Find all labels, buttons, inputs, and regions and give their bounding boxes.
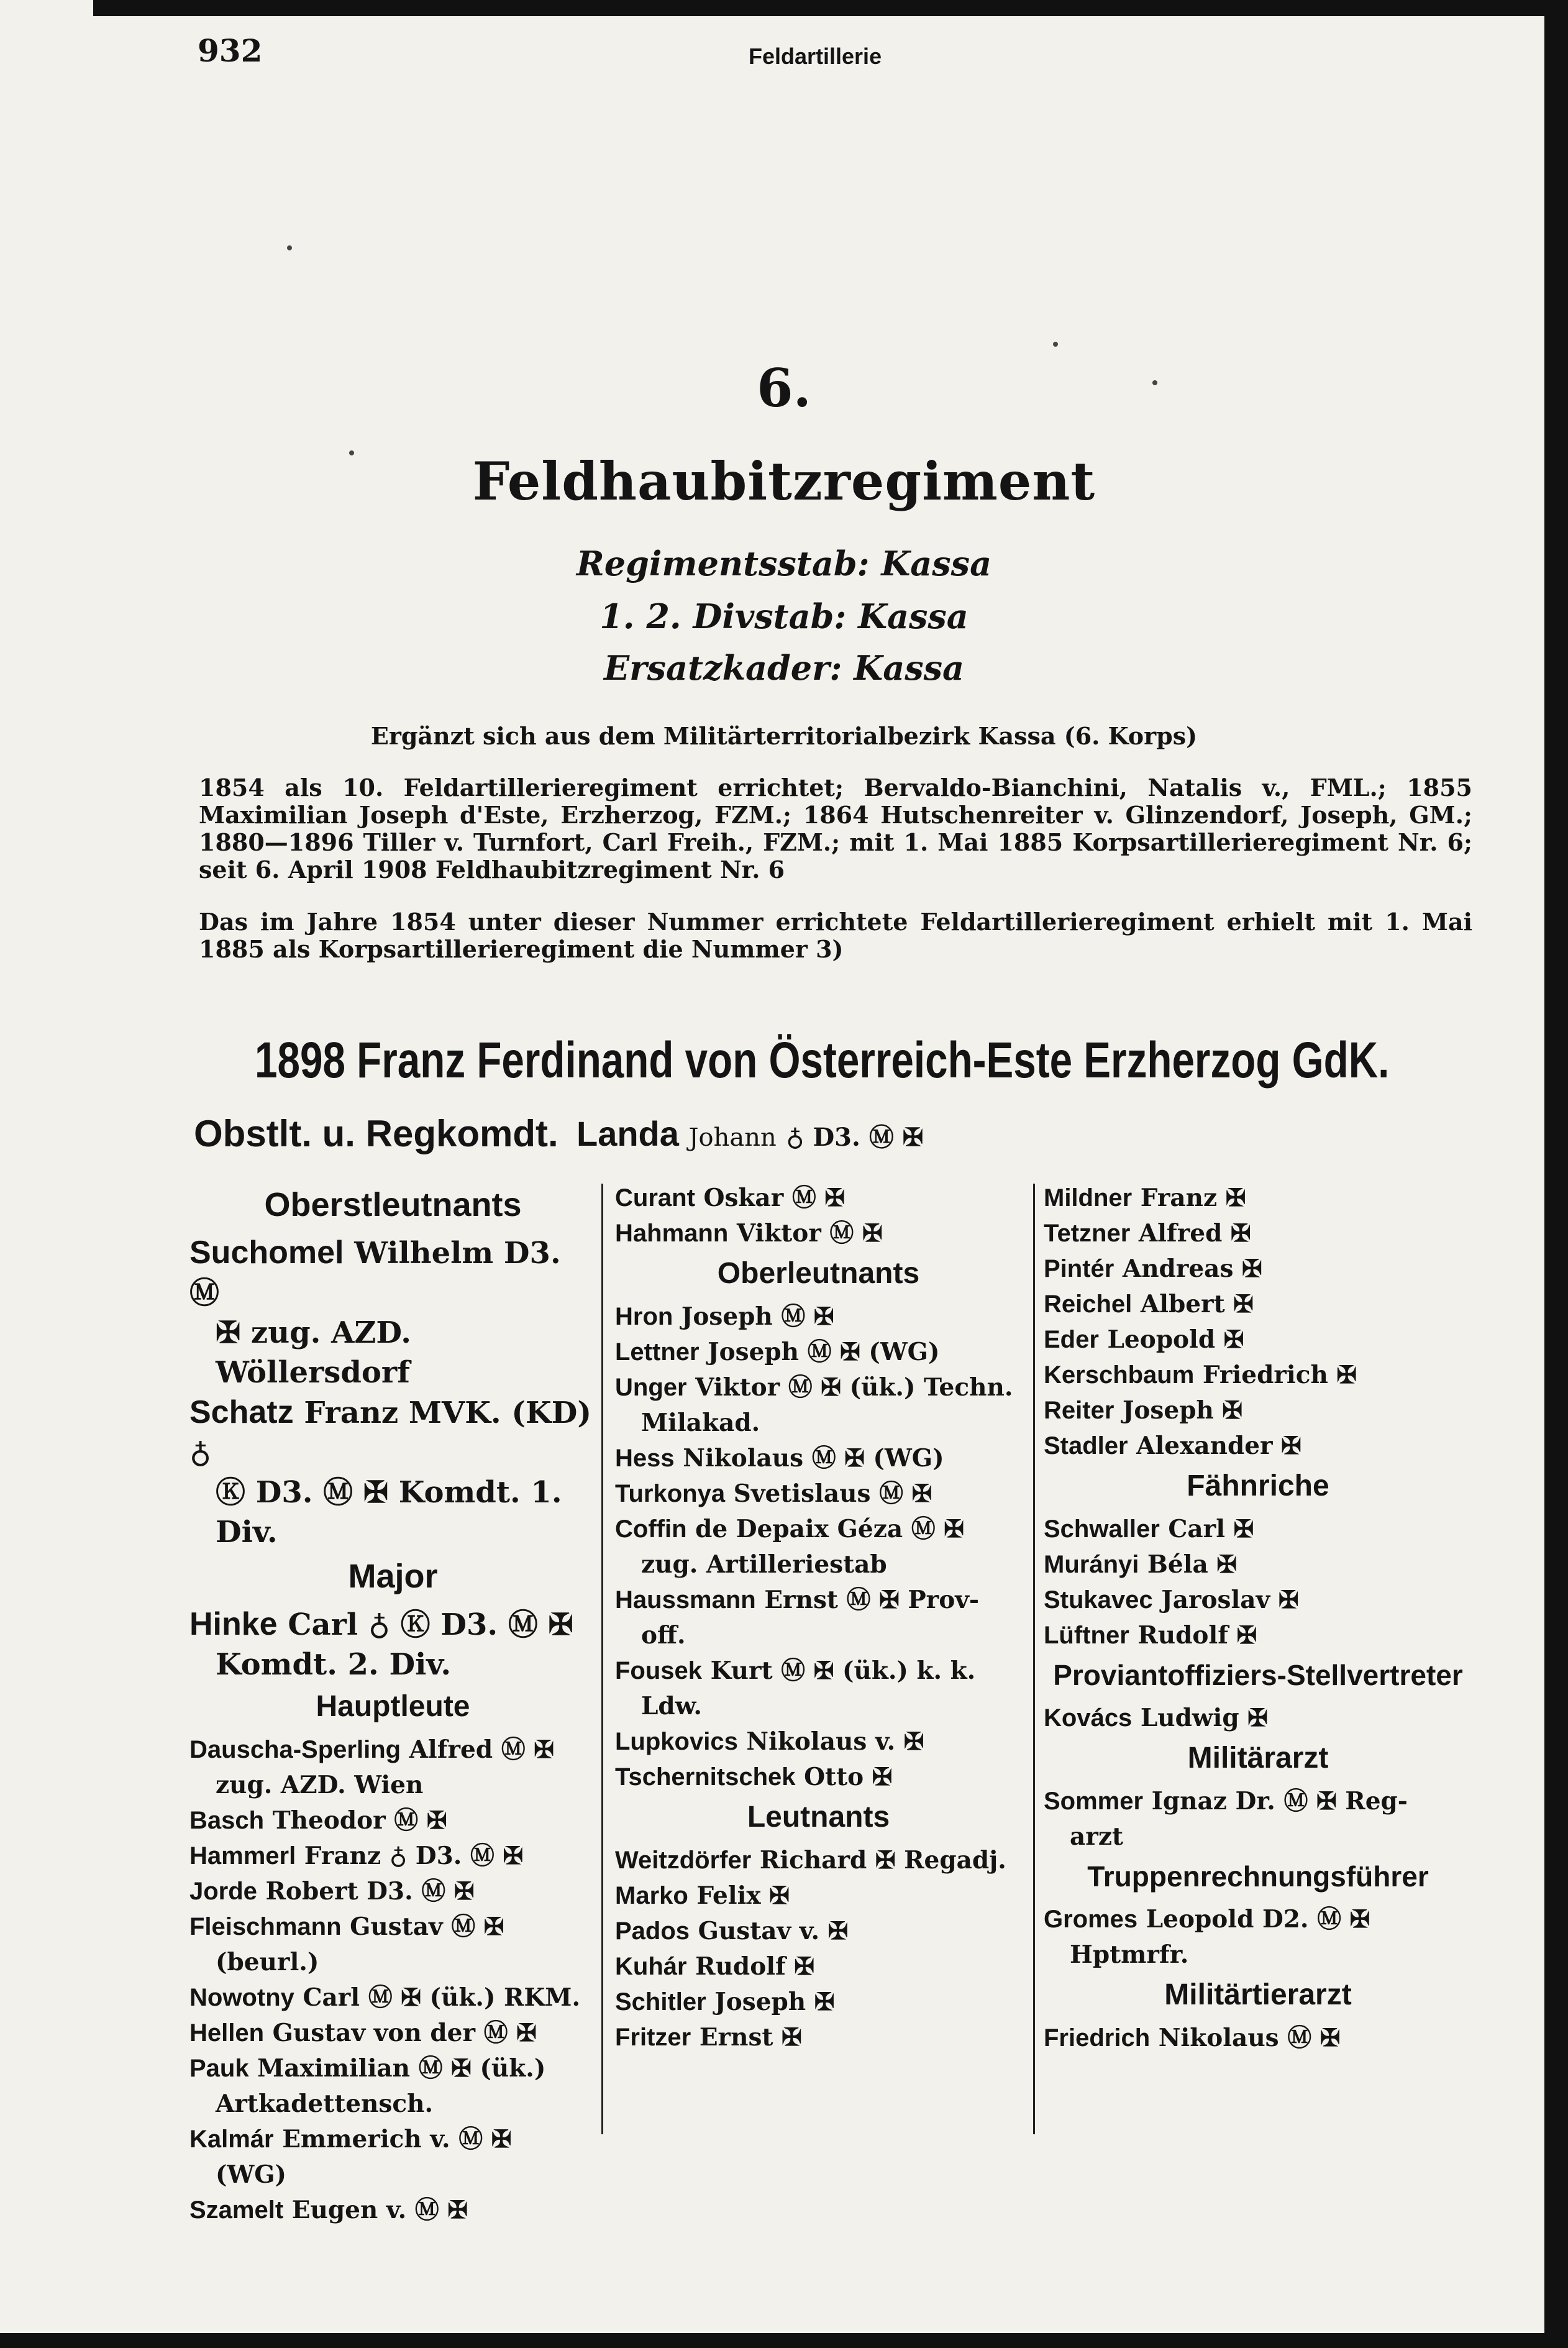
officer-first-name: Rudolf xyxy=(1129,1621,1237,1650)
roster-entry xyxy=(189,1604,596,1645)
officer-first-name: Robert xyxy=(257,1877,367,1906)
roster-entry xyxy=(189,2016,596,2051)
officer-decorations: D2. Ⓜ ✠ xyxy=(1262,1905,1370,1934)
officer-first-name: Ernst xyxy=(691,2023,782,2052)
officer-first-name: Albert xyxy=(1132,1290,1234,1318)
officer-decorations: Ⓜ ✠ (ük.) RKM. xyxy=(368,1983,581,2012)
roster-entry-continuation: zug. AZD. Wien xyxy=(216,1771,424,1799)
scan-border-right xyxy=(1544,0,1568,2348)
roster-entry xyxy=(189,1732,596,1768)
officer-surname: Pintér xyxy=(1044,1255,1114,1282)
officer-surname: Fritzer xyxy=(615,2024,691,2051)
officer-decorations: ✠ xyxy=(1247,1704,1268,1732)
officer-decorations: ✠ xyxy=(1216,1550,1238,1579)
officer-first-name: Joseph xyxy=(706,1988,814,2016)
officer-surname: Pados xyxy=(615,1917,690,1945)
officer-decorations: Ⓜ ✠ xyxy=(1287,2024,1341,2052)
officer-decorations: ✠ xyxy=(1222,1396,1243,1425)
officer-first-name: Leopold xyxy=(1137,1905,1262,1934)
officer-surname: Friedrich xyxy=(1044,2024,1151,2052)
officer-decorations: Ⓜ ✠ xyxy=(483,2019,537,2047)
roster-entry xyxy=(1044,1428,1472,1464)
commander-entry xyxy=(577,1113,923,1154)
roster-entry xyxy=(615,1914,1022,1949)
officer-first-name: Gustav xyxy=(341,1912,452,1941)
officer-first-name: Richard xyxy=(751,1846,875,1875)
roster-entry xyxy=(615,1949,1022,1985)
roster-entry xyxy=(1044,1181,1472,1216)
officer-decorations: ✠ xyxy=(903,1727,924,1756)
officer-surname: Hron xyxy=(615,1303,673,1330)
officer-first-name: Felix xyxy=(688,1881,770,1910)
scan-border-top xyxy=(93,0,1568,16)
roster-entry-continuation: Hptmrfr. xyxy=(1070,1940,1189,1969)
officer-decorations: Ⓜ ✠ xyxy=(879,1479,932,1508)
officer-first-name: Nikolaus xyxy=(674,1444,812,1473)
officer-decorations: ✠ xyxy=(794,1952,815,1981)
section-heading: Major xyxy=(348,1558,438,1595)
officer-decorations: Ⓜ ✠ xyxy=(501,1735,554,1764)
officer-decorations: D3. Ⓜ xyxy=(189,1236,561,1310)
officer-surname: Lupkovics xyxy=(615,1728,738,1755)
roster-entry xyxy=(189,1839,596,1874)
officer-surname: Kalmár xyxy=(189,2126,274,2153)
section-heading: Oberstleutnants xyxy=(264,1186,522,1223)
officer-surname: Gromes xyxy=(1044,1906,1138,1933)
officer-first-name: Ignaz Dr. xyxy=(1143,1787,1284,1816)
roster-entry xyxy=(615,1724,1022,1760)
officer-first-name: Viktor xyxy=(686,1373,788,1402)
officer-first-name: Carl xyxy=(294,1983,368,2012)
section-heading: Hauptleute xyxy=(316,1690,470,1723)
roster-entry xyxy=(1044,1902,1472,1937)
officer-surname: Kerschbaum xyxy=(1044,1361,1195,1389)
roster-entry xyxy=(1044,1512,1472,1547)
officer-first-name: Jaroslav xyxy=(1152,1586,1279,1614)
officer-decorations: ✠ xyxy=(1278,1586,1299,1614)
officer-first-name: Eugen v. xyxy=(283,2196,415,2224)
officer-decorations: Ⓜ ✠ xyxy=(791,1184,846,1212)
officer-first-name: Franz xyxy=(293,1396,409,1430)
officer-decorations: D3. Ⓜ ✠ xyxy=(367,1877,475,1906)
roster-entry xyxy=(1044,1547,1472,1583)
officer-first-name: Andreas xyxy=(1114,1254,1242,1283)
roster-entry xyxy=(189,1909,596,1945)
officer-surname: Stukavec xyxy=(1044,1586,1153,1614)
officer-decorations: ♁ Ⓚ D3. Ⓜ ✠ xyxy=(368,1607,573,1642)
roster-entry xyxy=(1044,1393,1472,1428)
roster-entry xyxy=(1044,1251,1472,1287)
roster-entry xyxy=(615,1583,1022,1618)
officer-decorations: ✠ xyxy=(1242,1254,1262,1283)
officer-first-name: Gustav v. xyxy=(690,1917,828,1945)
roster-entry xyxy=(1044,1618,1472,1653)
officer-surname: Hinke xyxy=(189,1606,278,1642)
roster-entry xyxy=(615,1878,1022,1914)
regiment-proprietor: 1898 Franz Ferdinand von Österreich-Este Erzherzog GdK. xyxy=(255,1032,1390,1089)
officer-first-name: Maximilian xyxy=(248,2054,419,2083)
scan-speck xyxy=(287,245,292,250)
officer-first-name: Ernst xyxy=(755,1586,847,1614)
officer-surname: Szamelt xyxy=(189,2196,284,2224)
page-number: 932 xyxy=(198,32,263,69)
officer-surname: Schwaller xyxy=(1044,1515,1160,1543)
officer-first-name: Oskar xyxy=(695,1184,792,1212)
officer-decorations: ✠ xyxy=(827,1917,849,1945)
officer-decorations: ✠ xyxy=(1236,1621,1257,1650)
roster-entry-continuation: Komdt. 2. Div. xyxy=(216,1647,452,1682)
commander-decorations: ♁ D3. Ⓜ ✠ xyxy=(786,1123,924,1152)
roster-entry xyxy=(1044,1784,1472,1819)
column-divider xyxy=(601,1184,603,2134)
section-heading: Truppenrechnungsführer xyxy=(1087,1860,1429,1893)
officer-surname: Nowotny xyxy=(189,1984,294,2011)
officer-first-name: Nikolaus v. xyxy=(737,1727,904,1756)
roster-entry xyxy=(615,2020,1022,2055)
officer-surname: Schitler xyxy=(615,1988,706,2016)
officer-decorations: MVK. (KD) ♁ xyxy=(189,1396,592,1470)
history-paragraph: 1854 als 10. Feldartillerieregiment errichtet; Bervaldo-Bianchini, Natalis v., FML.; 1855 Maximilian Joseph d'Este, Erzherzog, FZM.; 1864 Hutschenreiter v. Glinzendorf, Joseph, GM.; 1880—1896 Tiller v. Turnfort, Carl Freih., FZM.; mit 1. Mai 1885 Korpsartillerieregiment Nr. 6; seit 6. April 1908 Feldhaubitzregiment Nr. 6 xyxy=(199,774,1472,884)
officer-first-name: Joseph xyxy=(699,1338,808,1366)
officer-first-name: Emmerich v. xyxy=(273,2125,459,2154)
officer-first-name: Nikolaus xyxy=(1150,2024,1288,2052)
officer-surname: Coffin xyxy=(615,1515,687,1543)
officer-first-name: Svetislaus xyxy=(725,1479,880,1508)
roster-entry xyxy=(615,1843,1022,1878)
station-line: 1. 2. Divstab: Kassa xyxy=(599,596,969,636)
officer-surname: Weitzdörfer xyxy=(615,1847,752,1874)
roster-entry xyxy=(615,1985,1022,2020)
officer-surname: Dauscha-Sperling xyxy=(189,1736,401,1763)
officer-first-name: Rudolf xyxy=(686,1952,795,1981)
roster-entry xyxy=(189,2193,596,2228)
officer-surname: Tschernitschek xyxy=(615,1763,796,1791)
section-heading: Fähnriche xyxy=(1187,1469,1329,1502)
running-title: Feldartillerie xyxy=(749,43,882,69)
roster-entry xyxy=(615,1216,1022,1251)
officer-first-name: Otto xyxy=(795,1763,872,1791)
commander-surname: Landa xyxy=(577,1114,679,1153)
column-2 xyxy=(615,1181,1022,2055)
station-line: Ersatzkader: Kassa xyxy=(603,648,965,688)
commander-rank: Obstlt. u. Regkomdt. xyxy=(194,1113,558,1154)
officer-first-name: Joseph xyxy=(673,1302,782,1331)
officer-surname: Hahmann xyxy=(615,1220,729,1247)
officer-surname: Schatz xyxy=(189,1394,294,1430)
roster-entry xyxy=(189,1874,596,1909)
officer-surname: Reichel xyxy=(1044,1290,1133,1318)
officer-first-name: Gustav von der xyxy=(264,2019,484,2047)
note-paragraph: Das im Jahre 1854 unter dieser Nummer errichtete Feldartillerieregiment erhielt mit 1. Mai 1885 als Korpsartillerieregiment die Nummer 3) xyxy=(199,908,1472,963)
officer-decorations: Ⓜ ✠ xyxy=(911,1515,964,1543)
station-line: Regimentsstab: Kassa xyxy=(576,544,992,583)
roster-entry xyxy=(615,1476,1022,1512)
officer-decorations: ✠ xyxy=(1225,1184,1246,1212)
section-heading: Oberleutnants xyxy=(717,1257,920,1290)
officer-decorations: ✠ xyxy=(782,2023,802,2052)
officer-decorations: Ⓜ ✠ (ük.) k. k. xyxy=(781,1656,976,1685)
officer-surname: Tetzner xyxy=(1044,1220,1131,1247)
scan-speck xyxy=(1053,342,1058,347)
section-heading: Militärarzt xyxy=(1187,1742,1329,1775)
roster-entry xyxy=(1044,2021,1472,2056)
officer-first-name: Viktor xyxy=(728,1219,830,1248)
officer-decorations: Ⓜ ✠ xyxy=(829,1219,883,1248)
roster-entry xyxy=(615,1760,1022,1795)
section-heading: Proviantoffiziers-Stellvertreter xyxy=(1053,1659,1463,1691)
scan-border-bottom xyxy=(0,2333,1568,2348)
roster-entry-continuation: (beurl.) xyxy=(216,1948,319,1976)
officer-surname: Turkonya xyxy=(615,1480,726,1507)
officer-surname: Kovács xyxy=(1044,1704,1133,1732)
officer-first-name: de Depaix Géza xyxy=(686,1515,911,1543)
roster-entry-continuation: Ldw. xyxy=(641,1692,702,1720)
officer-decorations: ✠ xyxy=(1223,1325,1244,1354)
officer-surname: Suchomel xyxy=(189,1235,344,1271)
column-3 xyxy=(1044,1181,1472,2056)
officer-decorations: ✠ xyxy=(872,1763,893,1791)
officer-surname: Hellen xyxy=(189,2019,265,2047)
officer-surname: Curant xyxy=(615,1184,695,1212)
roster-entry-continuation: (WG) xyxy=(216,2160,287,2189)
officer-decorations: ✠ Regadj. xyxy=(875,1846,1006,1875)
officer-first-name: Joseph xyxy=(1114,1396,1223,1425)
column-1 xyxy=(189,1181,596,2228)
section-heading: Leutnants xyxy=(747,1801,890,1834)
officer-first-name: Kurt xyxy=(702,1656,782,1685)
officer-decorations: Ⓜ ✠ (WG) xyxy=(811,1444,944,1473)
officer-decorations: Ⓜ ✠ (WG) xyxy=(807,1338,940,1366)
roster-entry-continuation: zug. Artilleriestab xyxy=(641,1550,887,1579)
roster-entry-continuation: Artkadettensch. xyxy=(216,2090,434,2118)
officer-decorations: ♁ D3. Ⓜ ✠ xyxy=(389,1842,524,1870)
roster-entry xyxy=(615,1441,1022,1476)
officer-surname: Mildner xyxy=(1044,1184,1133,1212)
officer-surname: Pauk xyxy=(189,2055,249,2082)
roster-entry xyxy=(615,1512,1022,1547)
roster-entry-continuation: arzt xyxy=(1070,1822,1123,1851)
officer-surname: Jorde xyxy=(189,1878,257,1905)
roster-entry-continuation: off. xyxy=(641,1621,686,1650)
officer-decorations: ✠ xyxy=(1281,1432,1301,1460)
roster-entry xyxy=(189,2051,596,2086)
roster-entry xyxy=(615,1299,1022,1335)
roster-entry-continuation: Milakad. xyxy=(641,1409,760,1437)
officer-first-name: Alfred xyxy=(1130,1219,1231,1248)
officer-first-name: Ludwig xyxy=(1132,1704,1248,1732)
officer-decorations: Ⓜ ✠ xyxy=(458,2125,512,2154)
officer-surname: Reiter xyxy=(1044,1397,1114,1424)
officer-decorations: Ⓜ ✠ Reg- xyxy=(1283,1787,1408,1816)
officer-first-name: Alexander xyxy=(1128,1432,1282,1460)
officer-surname: Fleischmann xyxy=(189,1913,342,1940)
officer-surname: Marko xyxy=(615,1882,688,1909)
officer-first-name: Friedrich xyxy=(1194,1361,1337,1389)
officer-first-name: Theodor xyxy=(264,1806,394,1835)
regiment-title: Feldhaubitzregiment xyxy=(472,450,1096,512)
roster-entry xyxy=(1044,1701,1472,1736)
officer-decorations: ✠ xyxy=(1230,1219,1251,1248)
officer-surname: Sommer xyxy=(1044,1788,1144,1815)
officer-decorations: Ⓜ ✠ (ük.) xyxy=(418,2054,546,2083)
roster-entry xyxy=(189,1233,596,1313)
officer-surname: Haussmann xyxy=(615,1586,756,1614)
roster-entry xyxy=(1044,1287,1472,1322)
officer-first-name: Franz xyxy=(296,1842,390,1870)
officer-first-name: Wilhelm xyxy=(344,1236,504,1271)
section-heading: Militärtierarzt xyxy=(1164,1978,1352,2011)
roster-entry xyxy=(615,1335,1022,1370)
roster-entry-continuation: ✠ zug. AZD. Wöllersdorf xyxy=(216,1315,411,1390)
roster-entry xyxy=(615,1181,1022,1216)
officer-first-name: Béla xyxy=(1139,1550,1217,1579)
officer-decorations: Ⓜ ✠ xyxy=(781,1302,834,1331)
regiment-number: 6. xyxy=(757,357,811,419)
roster-entry xyxy=(189,1980,596,2016)
roster-entry xyxy=(1044,1358,1472,1393)
roster-entry xyxy=(1044,1216,1472,1251)
officer-first-name: Franz xyxy=(1132,1184,1226,1212)
roster-entry xyxy=(189,2122,596,2157)
officer-decorations: Ⓜ ✠ xyxy=(451,1912,504,1941)
officer-surname: Eder xyxy=(1044,1326,1099,1353)
officer-decorations: Ⓜ ✠ Prov- xyxy=(846,1586,980,1614)
officer-surname: Hammerl xyxy=(189,1842,296,1870)
officer-surname: Murányi xyxy=(1044,1551,1139,1578)
officer-decorations: ✠ xyxy=(1336,1361,1357,1389)
roster-entry xyxy=(189,1803,596,1839)
column-divider xyxy=(1033,1184,1035,2134)
officer-first-name: Carl xyxy=(277,1607,368,1642)
recruitment-line: Ergänzt sich aus dem Militärterritorialbezirk Kassa (6. Korps) xyxy=(370,722,1198,750)
officer-surname: Fousek xyxy=(615,1657,703,1684)
officer-first-name: Alfred xyxy=(401,1735,501,1764)
officer-surname: Kuhár xyxy=(615,1953,687,1980)
roster-entry xyxy=(1044,1322,1472,1358)
officer-surname: Unger xyxy=(615,1374,687,1401)
officer-first-name: Carl xyxy=(1159,1515,1234,1543)
officer-first-name: Leopold xyxy=(1098,1325,1224,1354)
officer-decorations: Ⓜ ✠ xyxy=(414,2196,468,2224)
officer-surname: Lettner xyxy=(615,1338,700,1366)
officer-decorations: ✠ xyxy=(814,1988,835,2016)
officer-decorations: Ⓜ ✠ xyxy=(394,1806,447,1835)
roster-entry xyxy=(189,1392,596,1473)
officer-surname: Lüftner xyxy=(1044,1622,1129,1649)
officer-decorations: ✠ xyxy=(1233,1290,1254,1318)
officer-surname: Hess xyxy=(615,1445,675,1472)
roster-entry xyxy=(615,1653,1022,1689)
commander-first-name: Johann xyxy=(688,1123,777,1152)
officer-decorations: Ⓜ ✠ (ük.) Techn. xyxy=(788,1373,1013,1402)
roster-entry xyxy=(615,1370,1022,1405)
roster-entry-continuation: Ⓚ D3. Ⓜ ✠ Komdt. 1. Div. xyxy=(216,1475,562,1550)
officer-surname: Stadler xyxy=(1044,1432,1128,1460)
officer-decorations: ✠ xyxy=(769,1881,790,1910)
officer-decorations: ✠ xyxy=(1233,1515,1254,1543)
roster-entry xyxy=(1044,1583,1472,1618)
officer-surname: Basch xyxy=(189,1807,265,1834)
